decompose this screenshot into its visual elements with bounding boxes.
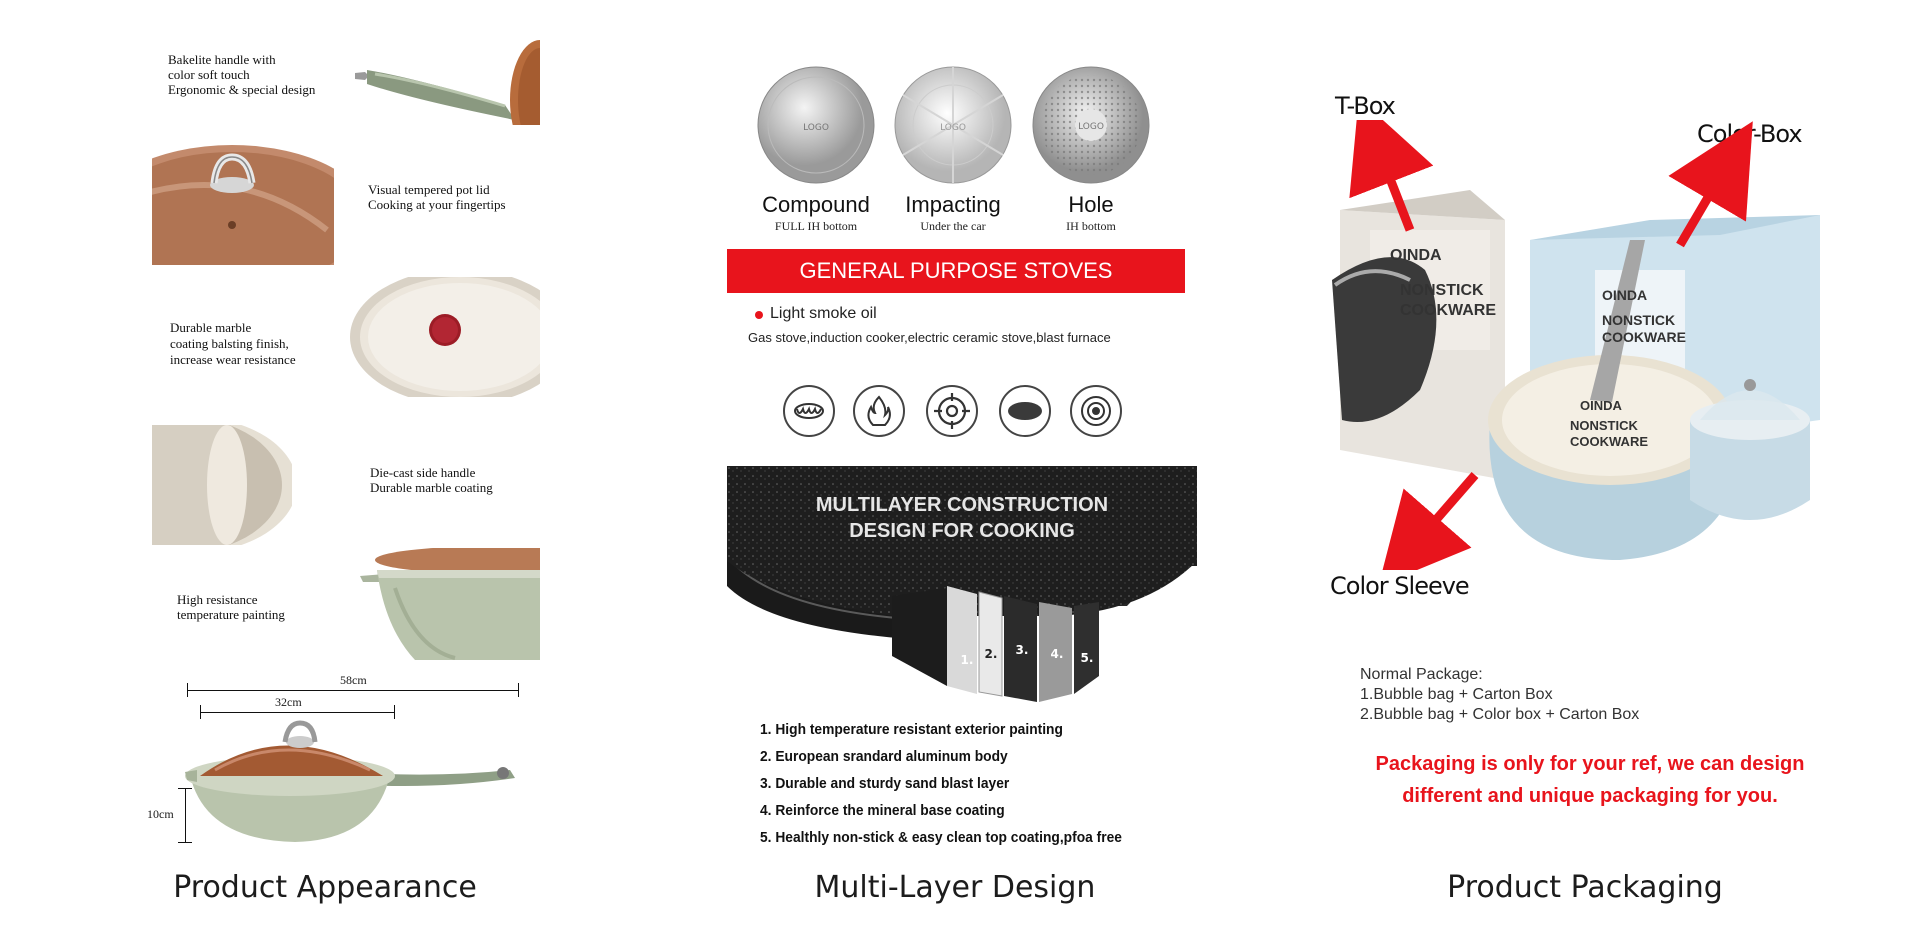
layer-item: 4. Reinforce the mineral base coating [760, 802, 1005, 819]
side-handle-image [152, 425, 292, 545]
box-text: COOKWARE [1602, 329, 1686, 345]
wok-photo [185, 720, 525, 845]
color-sleeve-label: Color Sleeve [1330, 572, 1469, 600]
sleeve-text: NONSTICK [1570, 418, 1638, 433]
construction-image [727, 466, 1197, 706]
dimension-tick [518, 683, 519, 697]
handle-image [355, 40, 540, 125]
disc-compound [756, 65, 876, 185]
disc-title-compound: Compound [762, 192, 870, 217]
brand-text: ОINDA [1602, 287, 1648, 303]
hole-disc-image [1031, 65, 1151, 185]
lid-photo [152, 145, 334, 265]
feature-lid-text: Visual tempered pot lid Cooking at your fingertips [368, 182, 506, 212]
layer-item: 2. European srandard aluminum body [760, 748, 1008, 765]
side-handle-photo [152, 425, 292, 545]
dimension-tick [394, 705, 395, 719]
painting-image [355, 548, 540, 660]
layer-item: 3. Durable and sturdy sand blast layer [760, 775, 1010, 792]
disc-logo-text: LOGO [940, 123, 966, 133]
construction-title-1: MULTILAYER CONSTRUCTION [815, 494, 1109, 516]
ceramic-plate-icon [999, 385, 1051, 437]
normal-package-title: Normal Package: [1360, 666, 1483, 683]
impacting-disc-image [893, 65, 1013, 185]
layer-number: 3. [1015, 643, 1029, 657]
dimension-width-line [187, 690, 519, 691]
feature-handle-text: Bakelite handle with color soft touch Ergonomic & special design [168, 52, 316, 97]
disc-logo-text: LOGO [1078, 122, 1104, 132]
flame-icon [853, 385, 905, 437]
dimension-inner-line [200, 712, 395, 713]
disc-title-impacting: Impacting [905, 192, 1001, 217]
wok-image [185, 720, 525, 845]
multilayer-caption: Multi-Layer Design [814, 870, 1096, 905]
disc-subtitle-compound: FULL IH bottom [774, 219, 858, 233]
box-text: NONSTICK [1400, 282, 1484, 299]
compound-disc-image [756, 65, 876, 185]
coating-image [350, 277, 540, 397]
light-smoke-oil-text: Light smoke oil [770, 305, 877, 322]
layer-number: 4. [1050, 647, 1064, 661]
general-purpose-stoves-banner: GENERAL PURPOSE STOVES [727, 249, 1185, 293]
feature-painting-text: High resistance temperature painting [177, 592, 285, 622]
coating-photo [350, 277, 540, 397]
disc-title-hole: Hole [1068, 192, 1114, 217]
dimension-height-label: 10cm [147, 807, 174, 821]
sleeve-text: COOKWARE [1570, 434, 1648, 449]
packaging-photo [1330, 120, 1840, 570]
dimension-width-label: 58cm [340, 673, 367, 687]
layer-number: 5. [1080, 651, 1094, 665]
box-text: NONSTICK [1602, 312, 1676, 328]
coil-icon [783, 385, 835, 437]
disc-impacting [893, 65, 1013, 185]
disc-subtitle-impacting: Under the car [920, 219, 986, 233]
layer-item: 1. High temperature resistant exterior painting [760, 721, 1063, 738]
packaging-caption: Product Packaging [1447, 870, 1723, 905]
disc-logo-text: LOGO [803, 123, 829, 133]
layers-list [760, 716, 1153, 851]
brand-text: ОINDA [1390, 247, 1442, 264]
painting-photo [355, 548, 540, 660]
feature-coating-text: Durable marble coating balsting finish, increase wear resistance [170, 320, 296, 367]
layer-item: 5. Healthly non-stick & easy clean top coating,pfoa free [760, 829, 1122, 846]
bullet-dot [755, 311, 763, 319]
stoves-list-text: Gas stove,induction cooker,electric ceramic stove,blast furnace [748, 330, 1111, 345]
dimension-tick [187, 683, 188, 697]
disc-subtitle-hole: IH bottom [1066, 219, 1116, 233]
lid-image [152, 145, 334, 265]
feature-side-handle-text: Die-cast side handle Durable marble coating [370, 465, 493, 495]
normal-package-line: 1.Bubble bag + Carton Box [1360, 686, 1553, 703]
construction-title-2: DESIGN FOR COOKING [849, 520, 1075, 542]
normal-package-line: 2.Bubble bag + Color box + Carton Box [1360, 706, 1640, 723]
disc-hole [1031, 65, 1151, 185]
brand-text: ОINDA [1580, 398, 1622, 413]
box-text: COOKWARE [1400, 302, 1496, 319]
burner-icon [926, 385, 978, 437]
packaging-note-line-2: different and unique packaging for you. [1402, 785, 1778, 807]
dimension-tick [200, 705, 201, 719]
packaging-image [1330, 120, 1840, 570]
layer-number: 2. [984, 647, 998, 661]
layer-number: 1. [960, 653, 974, 667]
t-box-label: T-Box [1335, 92, 1395, 120]
packaging-note-line-1: Packaging is only for your ref, we can design [1375, 753, 1805, 775]
furnace-icon [1070, 385, 1122, 437]
construction-photo [727, 466, 1197, 706]
appearance-caption: Product Appearance [173, 870, 477, 905]
color-box-label: Color-Box [1697, 120, 1802, 148]
handle-photo [355, 40, 540, 125]
dimension-inner-label: 32cm [275, 695, 302, 709]
